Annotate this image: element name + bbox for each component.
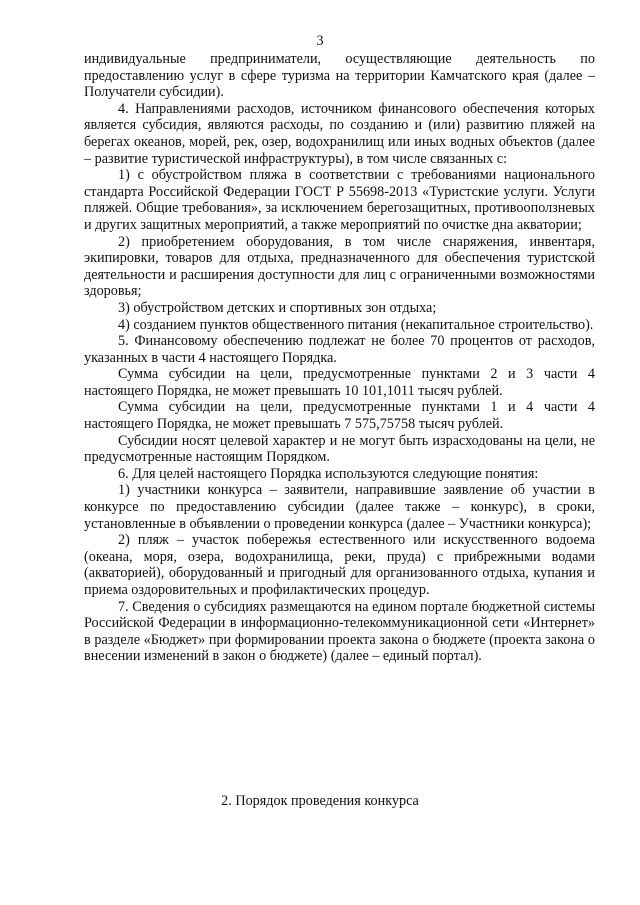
paragraph: Сумма субсидии на цели, предусмотренные пунктами 1 и 4 части 4 настоящего Порядка, не может превышать 7 575,75758 тысяч рублей. — [84, 399, 595, 433]
paragraph: 2) пляж – участок побережья естественного или искусственного водоема (океана, моря, озера, водохранилища, реки, пруда) с прибрежными водами (акваторией), оборудованный и пригодный для организованного отдыха, купания и приема оздоровительных и профилактических процедур. — [84, 532, 595, 598]
paragraph: 7. Сведения о субсидиях размещаются на едином портале бюджетной системы Российской Федерации в информационно-телекоммуникационной сети «Интернет» в разделе «Бюджет» при формировании проекта закона о бюджете (проекта закона о внесении изменений в закон о бюджете) (далее – единый портал). — [84, 598, 595, 665]
paragraph: 5. Финансовому обеспечению подлежат не более 70 процентов от расходов, указанных в части 4 настоящего Порядка. — [84, 333, 595, 366]
paragraph: Субсидии носят целевой характер и не могут быть израсходованы на цели, не предусмотренные настоящим Порядком. — [84, 432, 595, 466]
paragraph: 1) с обустройством пляжа в соответствии с требованиями национального стандарта Российской Федерации ГОСТ Р 55698-2013 «Туристские услуги. Услуги пляжей. Общие требования», за исключением берегозащитных, противооползневых и других защитных мероприятий, а также мероприятий по очистке дна акватории; — [84, 167, 595, 233]
paragraph: 1) участники конкурса – заявители, направившие заявление об участии в конкурсе по предоставлению субсидии (далее также – конкурс), в сроки, установленные в объявлении о проведении конкурса (далее – Участники конкурса); — [84, 482, 595, 532]
paragraph: 3) обустройством детских и спортивных зон отдыха; — [118, 299, 437, 316]
paragraph: 4. Направлениями расходов, источником финансового обеспечения которых является субсидия, являются расходы, по созданию и (или) развитию пляжей на берегах океанов, морей, рек, озер, водохранилищ или иных водных объектов (далее – развитие туристической инфраструктуры), в том числе связанных с: — [84, 100, 595, 167]
paragraph: 6. Для целей настоящего Порядка используются следующие понятия: — [118, 465, 539, 482]
paragraph: 2) приобретением оборудования, в том числе снаряжения, инвентаря, экипировки, товаров для отдыха, предназначенного для обеспечения туристской деятельности и расширения доступности для лиц с ограниченными возможностями здоровья; — [84, 233, 595, 300]
section-heading: 2. Порядок проведения конкурса — [221, 793, 419, 809]
page-number: 3 — [316, 33, 324, 49]
body-text — [84, 51, 595, 665]
paragraph: 4) созданием пунктов общественного питания (некапитальное строительство). — [118, 316, 594, 333]
paragraph: Сумма субсидии на цели, предусмотренные пунктами 2 и 3 части 4 настоящего Порядка, не может превышать 10 101,1011 тысяч рублей. — [84, 366, 595, 399]
paragraph: индивидуальные предприниматели, осуществляющие деятельность по предоставлению услуг в сфере туризма на территории Камчатского края (далее – Получатели субсидии). — [84, 51, 595, 101]
